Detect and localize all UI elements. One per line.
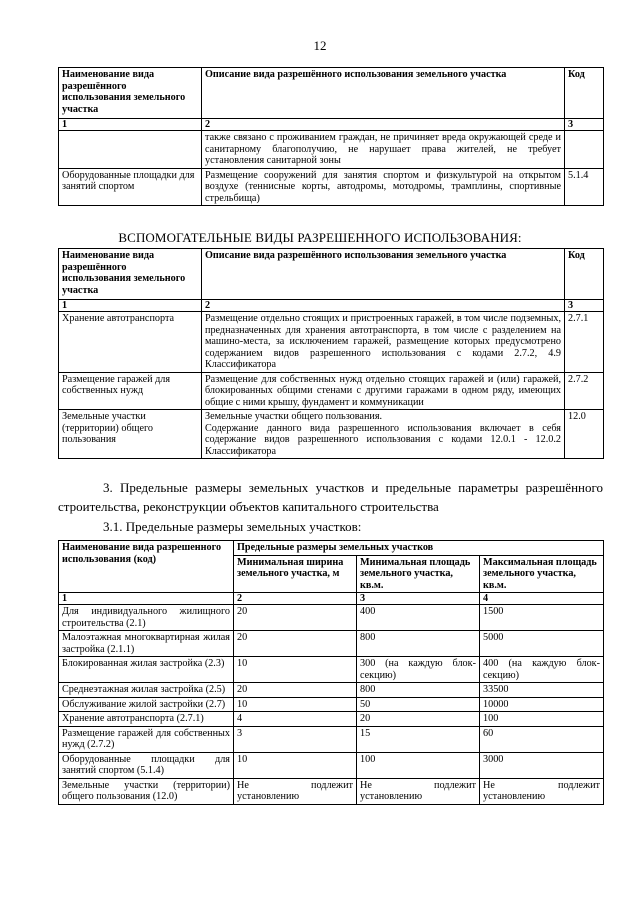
table-header-row [59,541,604,556]
table-row [59,631,604,657]
use-description-line: Содержание данного вида разрешенного использования включает в себя содержание видов разрешенного использования с кодами 12.0.1 - 12.0.2 Классификатора [205,422,561,457]
min-width-value: 20 [234,631,357,657]
min-area-value: 800 [357,683,480,698]
min-area-value: 20 [357,712,480,727]
plot-use-name: Малоэтажная многоквартирная жилая застройка (2.1.1) [59,631,234,657]
table-row [59,312,604,373]
column-number: 3 [565,119,604,131]
column-header-max-area: Максимальная площадь земельного участка, кв.м. [480,555,604,593]
use-code [565,131,604,169]
min-area-value: 400 [357,605,480,631]
max-area-value: 60 [480,726,604,752]
use-code: 2.7.1 [565,312,604,373]
use-name: Размещение гаражей для собственных нужд [59,372,202,410]
use-code: 2.7.2 [565,372,604,410]
table-row [59,697,604,712]
plot-use-name: Обслуживание жилой застройки (2.7) [59,697,234,712]
table-row [59,657,604,683]
min-width-value: 3 [234,726,357,752]
auxiliary-uses-table [58,248,604,459]
table-row [59,683,604,698]
use-code: 5.1.4 [565,168,604,206]
column-number: 1 [59,300,202,312]
column-header-description: Описание вида разрешённого использования земельного участка [202,249,565,300]
column-number-row [59,119,604,131]
plot-use-name: Среднеэтажная жилая застройка (2.5) [59,683,234,698]
min-area-value: 800 [357,631,480,657]
page-number: 12 [313,38,327,53]
column-header-min-width: Минимальная ширина земельного участка, м [234,555,357,593]
min-width-value: 20 [234,605,357,631]
max-area-value: 33500 [480,683,604,698]
table-header-row [59,68,604,119]
column-number: 4 [480,593,604,605]
table-row [59,168,604,206]
column-number: 3 [357,593,480,605]
column-number: 3 [565,300,604,312]
land-plot-limits-body [59,605,604,805]
table-row [59,778,604,804]
main-uses-table-continued [58,67,604,206]
use-description: Размещение отдельно стоящих и пристроенных гаражей, в том числе подземных, предназначенных для хранения автотранспорта, в том числе с разделением на машино-места, за исключением гаражей, размещение которых предусмотрено содержанием видов разрешенного использования с кодами 2.7.2, 4.9 Классификатора [202,312,565,373]
use-description: Размещение сооружений для занятия спортом и физкультурой на открытом воздухе (теннисные корты, автодромы, мотодромы, трамплины, спортивные стрельбища) [202,168,565,206]
use-description-line: Земельные участки общего пользования. [205,411,383,422]
column-header-group: Предельные размеры земельных участков [234,541,604,556]
table-row [59,752,604,778]
use-code: 12.0 [565,410,604,459]
table-row [59,410,604,459]
min-area-value: 300 (на каждую блок-секцию) [357,657,480,683]
max-area-value: Не подлежит установлению [480,778,604,804]
use-description [202,410,565,459]
min-width-value: Не подлежит установлению [234,778,357,804]
column-number: 2 [202,119,565,131]
column-number: 2 [202,300,565,312]
use-description: также связано с проживанием граждан, не причиняет вреда окружающей среде и санитарному благополучию, не нарушает права жителей, не требует установления санитарной зоны [202,131,565,169]
max-area-value: 1500 [480,605,604,631]
max-area-value: 3000 [480,752,604,778]
section-heading: ВСПОМОГАТЕЛЬНЫЕ ВИДЫ РАЗРЕШЕННОГО ИСПОЛЬЗОВАНИЯ: [118,230,522,245]
min-width-value: 10 [234,697,357,712]
table-row [59,712,604,727]
table-header-row [59,249,604,300]
use-description: Размещение для собственных нужд отдельно стоящих гаражей и (или) гаражей, блокированных общими стенами с другими гаражами в одном ряду, имеющих общие с ними крышу, фундамент и коммуникации [202,372,565,410]
column-number-row [59,300,604,312]
column-number: 2 [234,593,357,605]
table-row [59,131,604,169]
table-row [59,605,604,631]
plot-use-name: Земельные участки (территории) общего пользования (12.0) [59,778,234,804]
max-area-value: 400 (на каждую блок-секцию) [480,657,604,683]
min-width-value: 20 [234,683,357,698]
column-header-description: Описание вида разрешённого использования земельного участка [202,68,565,119]
use-name: Оборудованные площадки для занятий спортом [59,168,202,206]
min-area-value: 100 [357,752,480,778]
column-number: 1 [59,593,234,605]
plot-use-name: Оборудованные площадки для занятий спортом (5.1.4) [59,752,234,778]
column-header-name: Наименование вида разрешенного использования (код) [59,541,234,593]
column-header-name: Наименование вида разрешённого использования земельного участка [59,68,202,119]
min-width-value: 4 [234,712,357,727]
section-3-paragraph: 3. Предельные размеры земельных участков и предельные параметры разрешённого строительства, реконструкции объектов капитального строительства [58,480,603,514]
min-width-value: 10 [234,657,357,683]
column-header-min-area: Минимальная площадь земельного участка, кв.м. [357,555,480,593]
table-row [59,372,604,410]
column-header-name: Наименование вида разрешённого использования земельного участка [59,249,202,300]
plot-use-name: Для индивидуального жилищного строительства (2.1) [59,605,234,631]
max-area-value: 100 [480,712,604,727]
use-name: Земельные участки (территории) общего пользования [59,410,202,459]
min-area-value: 15 [357,726,480,752]
plot-use-name: Блокированная жилая застройка (2.3) [59,657,234,683]
max-area-value: 10000 [480,697,604,712]
use-name: Хранение автотранспорта [59,312,202,373]
min-area-value: Не подлежит установлению [357,778,480,804]
column-header-code: Код [565,68,604,119]
use-name [59,131,202,169]
column-header-code: Код [565,249,604,300]
table-row [59,726,604,752]
plot-use-name: Хранение автотранспорта (2.7.1) [59,712,234,727]
min-width-value: 10 [234,752,357,778]
plot-use-name: Размещение гаражей для собственных нужд (2.7.2) [59,726,234,752]
column-number-row [59,593,604,605]
max-area-value: 5000 [480,631,604,657]
min-area-value: 50 [357,697,480,712]
land-plot-limits-table [58,540,604,805]
section-3-1-paragraph: 3.1. Предельные размеры земельных участков: [103,519,362,534]
column-number: 1 [59,119,202,131]
